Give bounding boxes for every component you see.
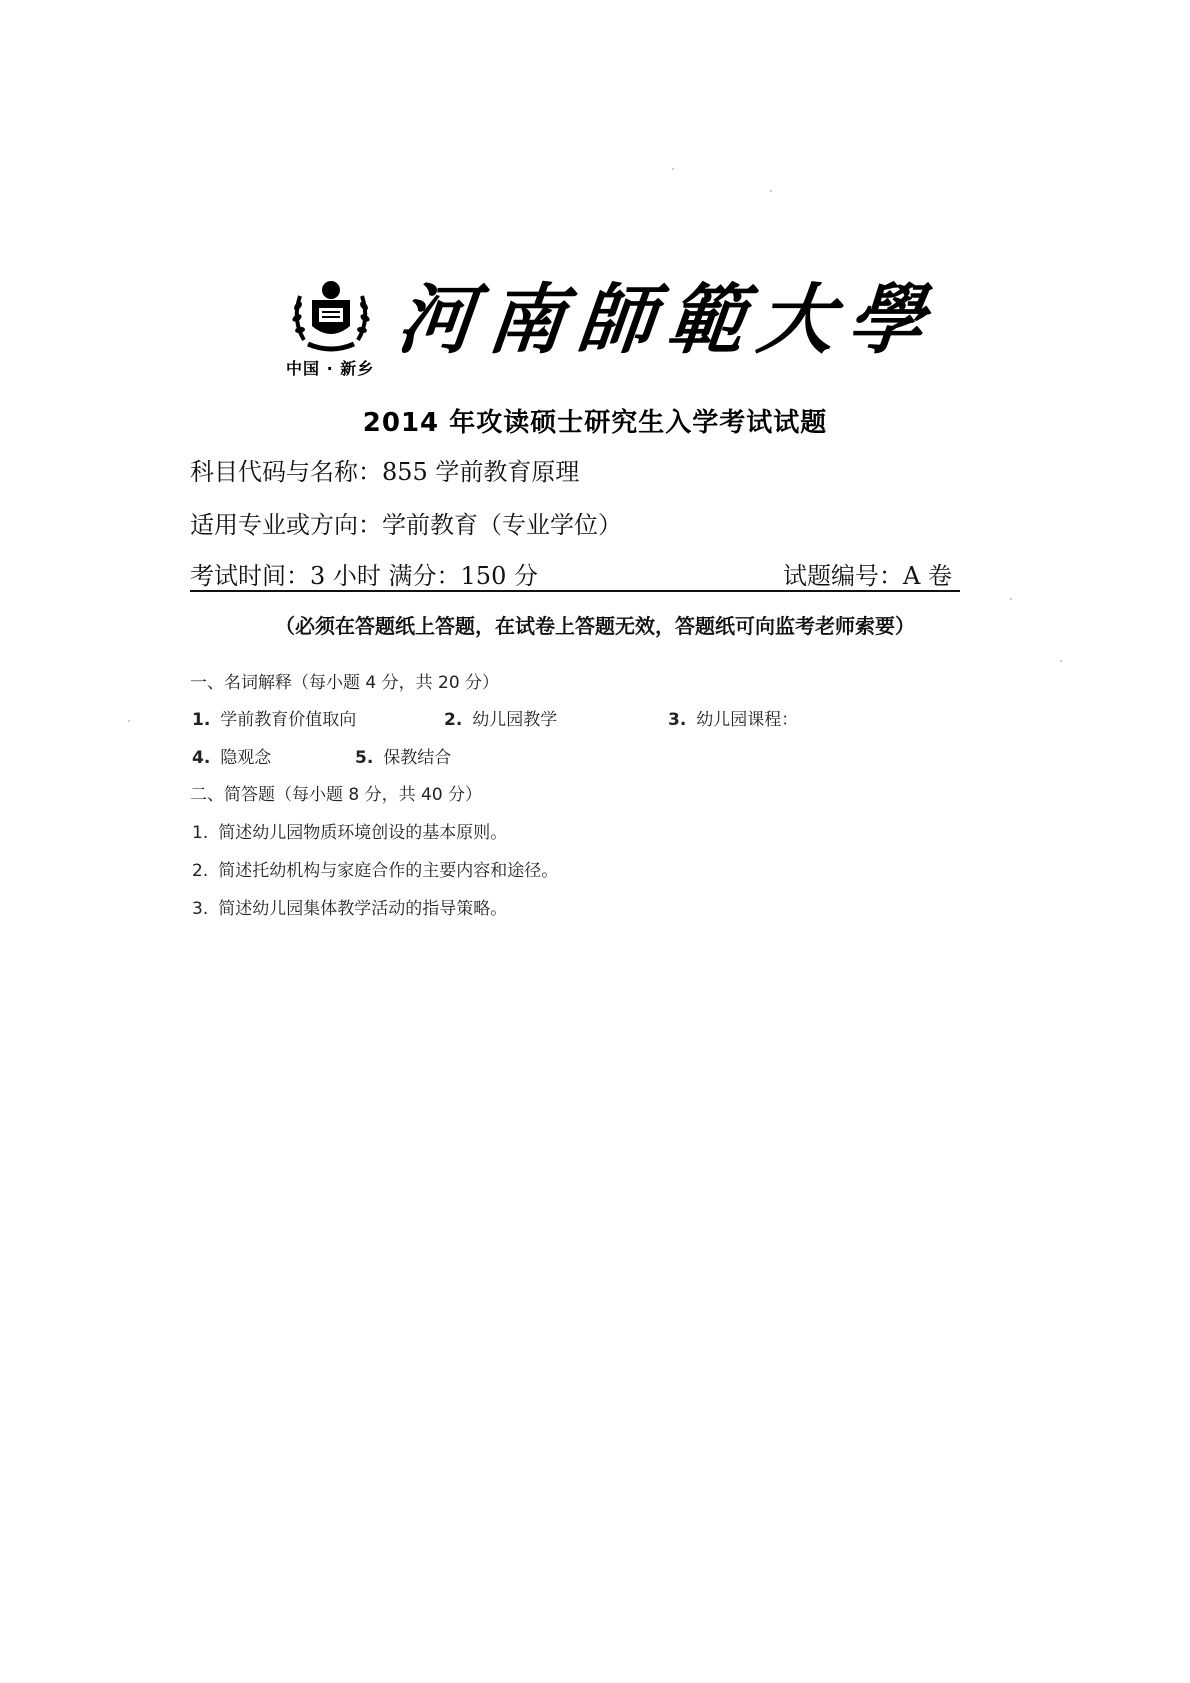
list-item [668,705,798,730]
item-number: 3. [668,710,687,730]
list-item [192,818,507,843]
scan-speck [128,720,130,722]
item-text: 简述幼儿园物质环境创设的基本原则。 [218,823,508,843]
item-text: 幼儿园教学 [472,710,558,730]
item-text: 简述幼儿园集体教学活动的指导策略。 [218,899,508,919]
section-heading-terms: 一、名词解释（每小题 4 分，共 20 分） [190,673,500,693]
scan-speck [770,190,772,192]
item-text: 保教结合 [383,748,452,768]
list-item [192,743,271,768]
item-number: 5. [355,748,374,768]
list-item [192,705,356,730]
university-name-calligraphy: 河南師範大學 [393,275,943,364]
answer-sheet-notice: （必须在答题纸上答题，在试卷上答题无效，答题纸可向监考老师索要） [275,614,915,638]
scan-speck [1010,598,1012,600]
list-item [444,705,557,730]
university-emblem-icon [286,270,376,360]
item-number: 3. [192,899,209,919]
item-number: 2. [444,710,463,730]
emblem-caption: 中国 · 新乡 [286,359,375,378]
item-text: 隐观念 [220,748,272,768]
item-text: 学前教育价值取向 [220,710,357,730]
item-number: 1. [192,710,211,730]
paper-code-line: 试题编号：A 卷 [783,562,952,590]
time-score-line: 考试时间：3 小时 满分：150 分 [190,562,538,590]
exam-title: 2014 年攻读硕士研究生入学考试试题 [362,408,828,438]
subject-line: 科目代码与名称：855 学前教育原理 [190,458,580,486]
item-number: 4. [192,748,211,768]
major-line: 适用专业或方向：学前教育（专业学位） [190,511,622,539]
item-number: 1. [192,823,209,843]
list-item [192,894,507,919]
scan-speck [1060,660,1062,662]
section-heading-short-answer: 二、简答题（每小题 8 分，共 40 分） [190,785,483,805]
time-score-row [190,556,960,592]
item-text: 幼儿园课程： [696,710,799,730]
list-item [355,743,451,768]
scan-speck [672,168,674,170]
university-header [286,270,943,385]
item-text: 简述托幼机构与家庭合作的主要内容和途径。 [218,861,559,881]
list-item [192,856,558,881]
item-number: 2. [192,861,209,881]
